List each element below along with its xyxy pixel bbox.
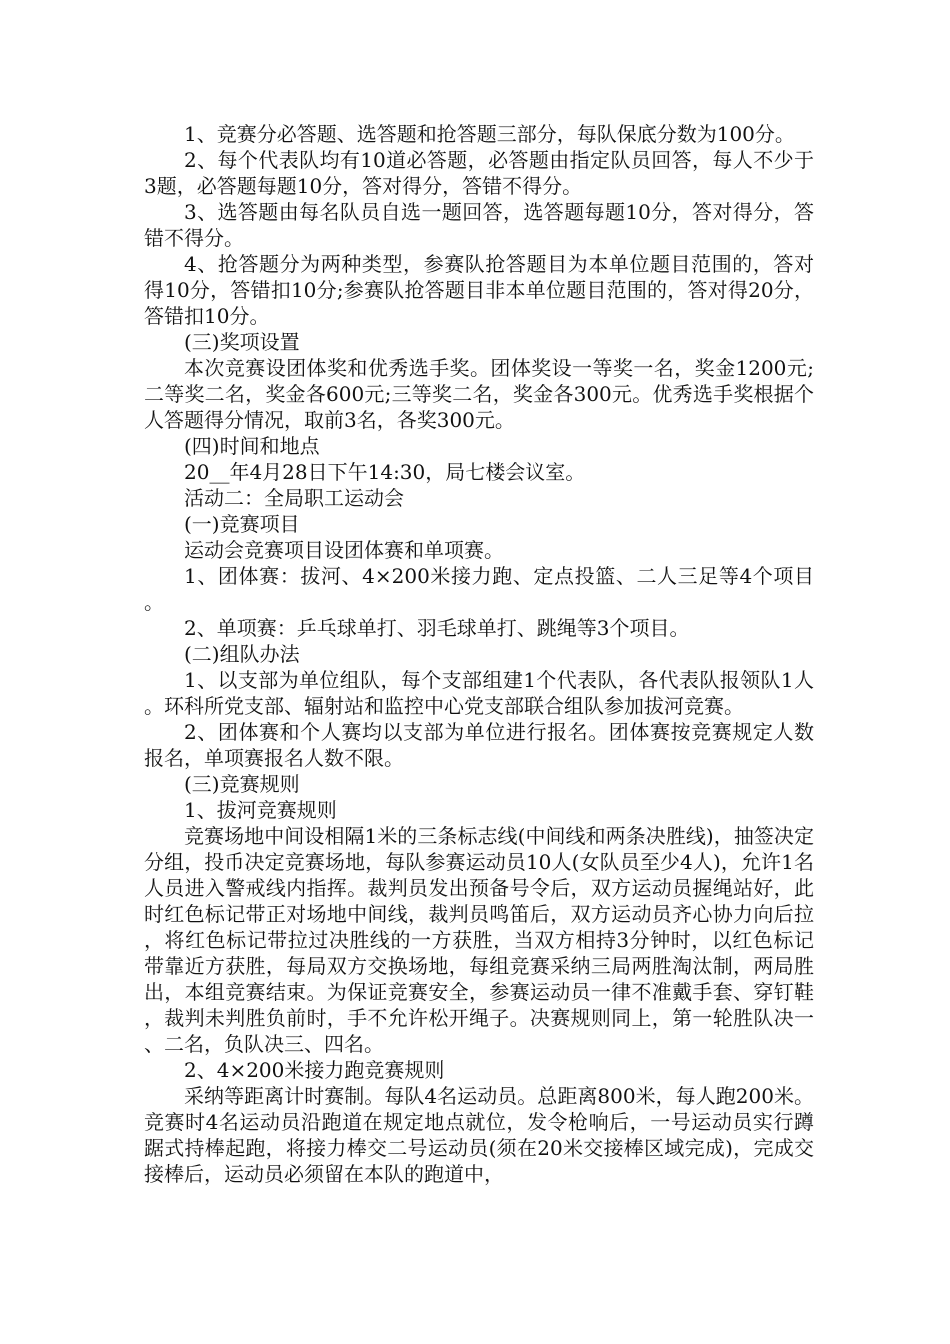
heading-relay-rules: 2、4×200米接力跑竞赛规则 xyxy=(184,1058,445,1082)
paragraph-tug-of-war-rules: 竞赛场地中间设相隔1米的三条标志线(中间线和两条决胜线)，抽签决定分组，投币决定竞赛场地，每队参赛运动员10人(女队员至少4人)，允许1名人员进入警戒线内指挥。裁判员发出预备号令后，双方运动员握绳站好，此时红色标记带正对场地中间线，裁判员鸣笛后，双方运动员齐心协力向后拉，将红色标记带拉过决胜线的一方获胜，当双方相持3分钟时，以红色标记带靠近方获胜，每局双方交换场地，每组竞赛采纳三局两胜淘汰制，两局胜出，本组竞赛结束。为保证竞赛安全，参赛运动员一律不准戴手套、穿钉鞋，裁判未判胜负前时，手不允许松开绳子。决赛规则同上，第一轮胜队决一、二名，负队决三、四名。 xyxy=(144,824,814,1056)
heading-awards: (三)奖项设置 xyxy=(184,330,300,354)
paragraph-rule-1: 1、竞赛分必答题、选答题和抢答题三部分，每队保底分数为100分。 xyxy=(184,122,795,146)
heading-team-formation: (二)组队办法 xyxy=(184,642,300,666)
paragraph-team-formation-2: 2、团体赛和个人赛均以支部为单位进行报名。团体赛按竞赛规定人数报名，单项赛报名人数不限。 xyxy=(144,720,814,770)
paragraph-rule-2: 2、每个代表队均有10道必答题，必答题由指定队员回答，每人不少于3题，必答题每题10分，答对得分，答错不得分。 xyxy=(144,148,814,198)
paragraph-team-events: 1、团体赛：拔河、4×200米接力跑、定点投篮、二人三足等4个项目。 xyxy=(144,564,814,614)
document-body xyxy=(144,121,814,1187)
heading-activity-two: 活动二：全局职工运动会 xyxy=(184,486,404,510)
paragraph-relay-rules: 采纳等距离计时赛制。每队4名运动员。总距离800米，每人跑200米。竞赛时4名运动员沿跑道在规定地点就位，发令枪响后，一号运动员实行蹲踞式持棒起跑，将接力棒交二号运动员(须在20米交接棒区域完成)，完成交接棒后，运动员必须留在本队的跑道中， xyxy=(144,1084,814,1186)
paragraph-single-events: 2、单项赛：乒乓球单打、羽毛球单打、跳绳等3个项目。 xyxy=(184,616,690,640)
paragraph-team-formation-1: 1、以支部为单位组队，每个支部组建1个代表队，各代表队报领队1人。环科所党支部、辐射站和监控中心党支部联合组队参加拔河竞赛。 xyxy=(144,668,814,718)
heading-time-place: (四)时间和地点 xyxy=(184,434,320,458)
paragraph-rule-3: 3、选答题由每名队员自选一题回答，选答题每题10分，答对得分，答错不得分。 xyxy=(144,200,814,250)
heading-events: (一)竞赛项目 xyxy=(184,512,300,536)
paragraph-time-place: 20__年4月28日下午14:30，局七楼会议室。 xyxy=(184,460,586,484)
heading-competition-rules: (三)竞赛规则 xyxy=(184,772,300,796)
paragraph-events-intro: 运动会竞赛项目设团体赛和单项赛。 xyxy=(184,538,504,562)
paragraph-awards: 本次竞赛设团体奖和优秀选手奖。团体奖设一等奖一名，奖金1200元;二等奖二名，奖金各600元;三等奖二名，奖金各300元。优秀选手奖根据个人答题得分情况，取前3名，各奖300元。 xyxy=(144,356,814,432)
paragraph-rule-4: 4、抢答题分为两种类型，参赛队抢答题目为本单位题目范围的，答对得10分，答错扣10分;参赛队抢答题目非本单位题目范围的，答对得20分，答错扣10分。 xyxy=(144,252,814,328)
heading-tug-of-war-rules: 1、拔河竞赛规则 xyxy=(184,798,337,822)
